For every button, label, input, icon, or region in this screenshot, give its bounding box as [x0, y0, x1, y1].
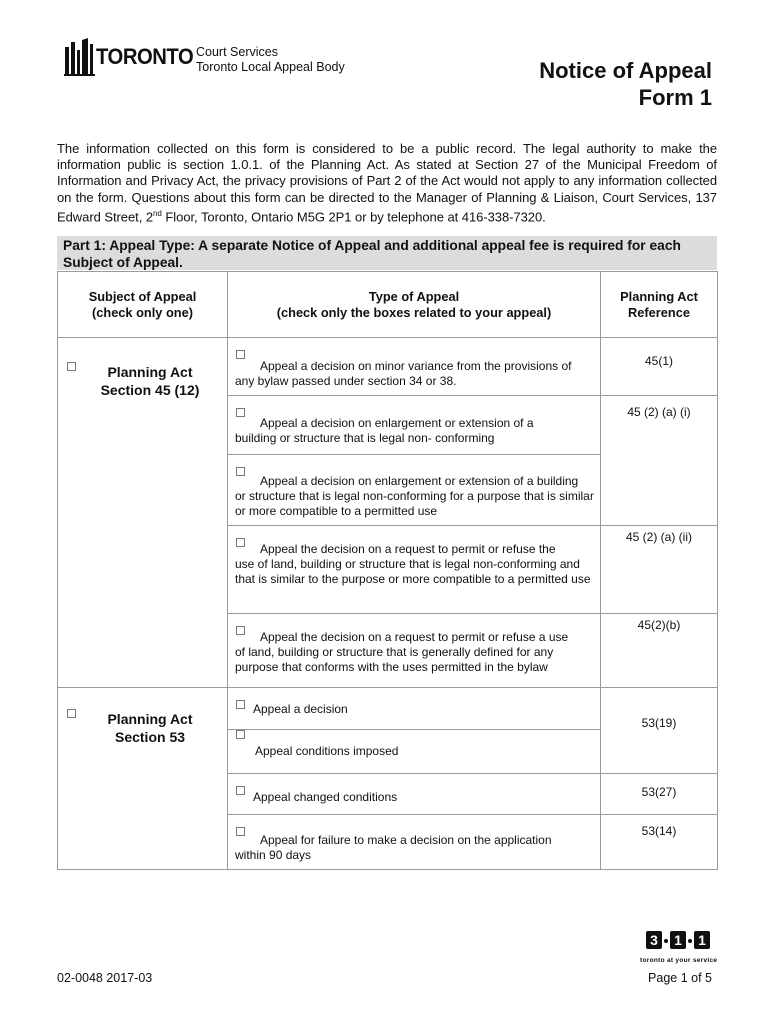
type-1-a: Appeal a decision on minor variance from the provisions of — [260, 359, 572, 373]
appeal-type-8 — [228, 774, 601, 815]
checkbox-type-4[interactable] — [236, 538, 245, 547]
type-3-a: Appeal a decision on enlargement or extension of a building — [260, 474, 579, 488]
dept-line-2: Toronto Local Appeal Body — [196, 60, 345, 74]
appeal-type-5 — [228, 614, 601, 688]
appeal-type-7 — [228, 730, 601, 774]
appeal-type-3 — [228, 455, 601, 526]
col-ref-l1: Planning Act — [620, 289, 698, 304]
appeal-type-9 — [228, 815, 601, 870]
col-subject-l1: Subject of Appeal — [88, 289, 197, 304]
badge-digit-1: 3 — [646, 931, 662, 949]
appeal-type-4 — [228, 526, 601, 614]
appeal-type-table — [57, 271, 718, 870]
table-row — [58, 688, 718, 730]
subject-label-53 — [80, 711, 220, 746]
subject-label-45 — [80, 364, 220, 399]
type-8: Appeal changed conditions — [253, 790, 398, 804]
title-line-1: Notice of Appeal — [539, 58, 712, 83]
form-title — [539, 57, 712, 111]
checkbox-type-1[interactable] — [236, 350, 245, 359]
ref-cell-7: 53(14) — [601, 815, 718, 870]
form-code: 02-0048 2017-03 — [57, 971, 153, 985]
badge-dot-icon — [664, 939, 668, 943]
department — [196, 45, 345, 75]
type-2-a: Appeal a decision on enlargement or extension of a — [260, 416, 534, 430]
checkbox-type-9[interactable] — [236, 827, 245, 836]
ref-cell-6: 53(27) — [601, 774, 718, 815]
col-subject-header — [58, 272, 228, 338]
s45-l2: Section 45 (12) — [100, 381, 200, 398]
appeal-type-1 — [228, 338, 601, 396]
type-5-b: of land, building or structure that is generally defined for any purpose that conforms with the uses permitted in the bylaw — [235, 645, 554, 674]
checkbox-type-7[interactable] — [236, 730, 245, 739]
dept-line-1: Court Services — [196, 45, 278, 59]
type-5-a: Appeal the decision on a request to permit or refuse a use — [260, 630, 569, 644]
type-4-b: use of land, building or structure that is legal non-conforming and that is similar to the purpose or more compatible to a permitted use — [235, 557, 591, 586]
checkbox-type-6[interactable] — [236, 700, 245, 709]
type-7: Appeal conditions imposed — [255, 744, 399, 758]
logo-wordmark: TORONTO — [96, 44, 194, 69]
type-6: Appeal a decision — [253, 702, 348, 716]
col-type-l1: Type of Appeal — [368, 289, 460, 304]
type-9-a: Appeal for failure to make a decision on the application — [260, 833, 552, 847]
checkbox-section-45[interactable] — [67, 362, 76, 371]
page-number: Page 1 of 5 — [648, 971, 712, 985]
badge-tagline: toronto at your service — [640, 957, 718, 964]
ref-cell-1: 45(1) — [601, 338, 718, 396]
intro-paragraph — [57, 141, 717, 225]
badge-311 — [646, 931, 712, 950]
col-ref-header — [601, 272, 718, 338]
s53-l2: Section 53 — [114, 728, 186, 745]
intro-sup: nd — [153, 208, 162, 218]
checkbox-type-8[interactable] — [236, 786, 245, 795]
intro-text-a: The information collected on this form is considered to be a public record. The legal authority to make the information public is section 1.0.1. of the Planning Act. As stated at Section 27 of the Municipal Freedom of Information and Privacy Act, the privacy provisions of Part 2 of the Act would not apply to any information collected on the form. Questions about this form can be directed to the Manager of Planning & Liaison, Court Services, 137 Edward Street, 2 — [57, 141, 717, 225]
type-9-b: within 90 days — [235, 848, 312, 862]
s53-l1: Planning Act — [107, 711, 193, 727]
type-1-b: any bylaw passed under section 34 or 38. — [235, 374, 457, 388]
type-4-a: Appeal the decision on a request to permit or refuse the — [260, 542, 556, 556]
part1-heading: Part 1: Appeal Type: A separate Notice of Appeal and additional appeal fee is required for each Subject of Appeal. — [57, 236, 717, 270]
type-3-b: or structure that is legal non-conforming for a purpose that is similar or more compatible to a permitted use — [235, 489, 594, 518]
ref-cell-4: 45(2)(b) — [601, 614, 718, 688]
type-2-b: building or structure that is legal non- conforming — [235, 431, 495, 445]
ref-cell-2: 45 (2) (a) (i) — [601, 396, 718, 526]
col-type-l2: (check only the boxes related to your appeal) — [276, 305, 552, 320]
checkbox-type-5[interactable] — [236, 626, 245, 635]
badge-dot-icon — [688, 939, 692, 943]
badge-digit-3: 1 — [694, 931, 710, 949]
checkbox-type-3[interactable] — [236, 467, 245, 476]
col-type-header — [228, 272, 601, 338]
appeal-type-2 — [228, 396, 601, 455]
subject-section-45 — [58, 338, 228, 688]
table-row — [58, 338, 718, 396]
s45-l1: Planning Act — [107, 364, 193, 380]
ref-cell-3: 45 (2) (a) (ii) — [601, 526, 718, 614]
title-line-2: Form 1 — [638, 85, 712, 110]
table-header-row — [58, 272, 718, 338]
appeal-type-6 — [228, 688, 601, 730]
col-subject-l2: (check only one) — [92, 305, 193, 320]
badge-digit-2: 1 — [670, 931, 686, 949]
checkbox-type-2[interactable] — [236, 408, 245, 417]
ref-cell-5: 53(19) — [601, 688, 718, 774]
intro-text-b: Floor, Toronto, Ontario M5G 2P1 or by telephone at 416-338-7320. — [161, 209, 546, 225]
checkbox-section-53[interactable] — [67, 709, 76, 718]
subject-section-53 — [58, 688, 228, 870]
col-ref-l2: Reference — [628, 305, 690, 320]
